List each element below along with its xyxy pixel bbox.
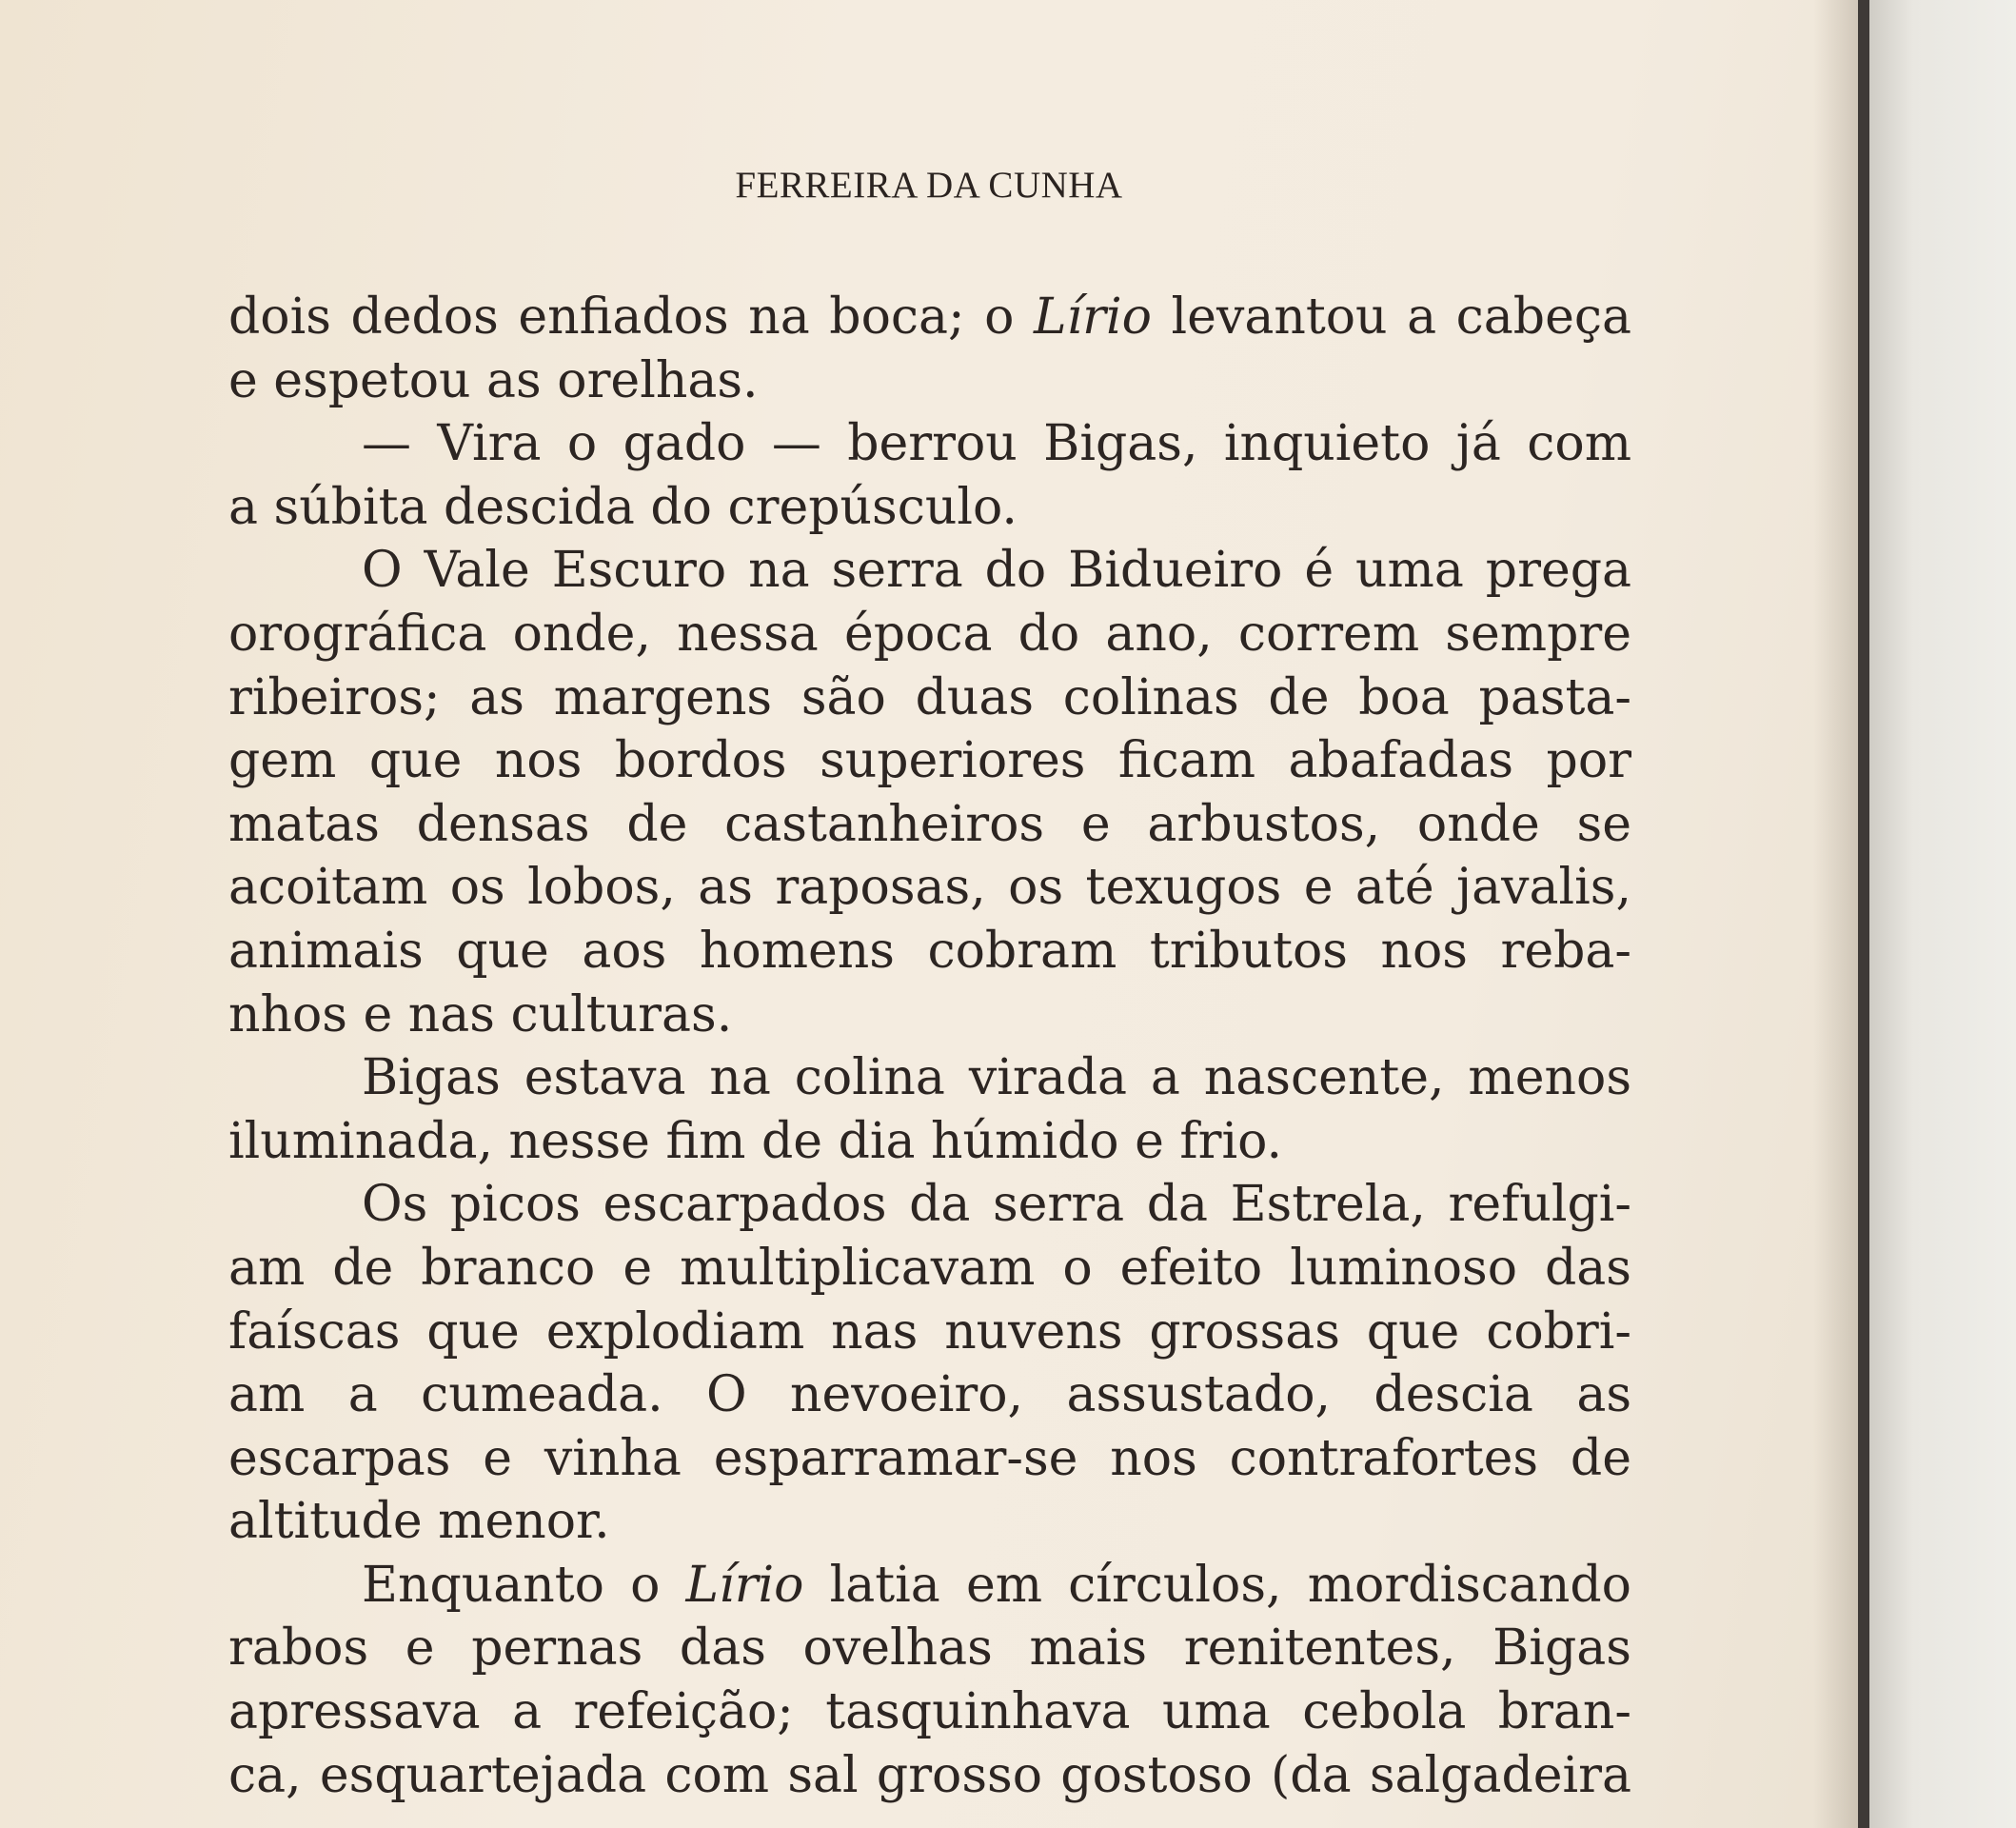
text-line: a súbita descida do crepúsculo.	[228, 478, 1018, 536]
body-text	[228, 286, 1631, 1807]
text-line: am a cumeada. O nevoeiro, assustado, descia as	[228, 1366, 1631, 1424]
text-line: animais que aos homens cobram tributos nos reba-	[228, 922, 1631, 980]
text-line: ca, esquartejada com sal grosso gostoso (da salgadeira	[228, 1746, 1631, 1804]
text-line: dois dedos enfiados na boca; o Lírio levantou a cabeça	[228, 288, 1631, 346]
text-line: escarpas e vinha esparramar-se nos contrafortes de	[228, 1429, 1631, 1487]
running-head: FERREIRA DA CUNHA	[735, 165, 1123, 206]
text-line: altitude menor.	[228, 1493, 610, 1551]
text-line: Bigas estava na colina virada a nascente, menos	[362, 1049, 1631, 1107]
adjacent-page-edge	[1869, 0, 2016, 1828]
text-line: O Vale Escuro na serra do Bidueiro é uma prega	[362, 542, 1631, 600]
text-line: ribeiros; as margens são duas colinas de boa pasta-	[228, 668, 1631, 726]
text-line: iluminada, nesse fim de dia húmido e frio.	[228, 1112, 1283, 1170]
text-line: gem que nos bordos superiores ficam abafadas por	[228, 732, 1631, 790]
text-line: nhos e nas culturas.	[228, 985, 733, 1043]
book-spine	[1858, 0, 1869, 1828]
text-line: matas densas de castanheiros e arbustos, onde se	[228, 795, 1631, 853]
text-line: faíscas que explodiam nas nuvens grossas que cobri-	[228, 1302, 1631, 1361]
text-line: acoitam os lobos, as raposas, os texugos e até javalis,	[228, 859, 1631, 917]
text-line: Os picos escarpados da serra da Estrela, refulgi-	[362, 1176, 1631, 1234]
text-line: rabos e pernas das ovelhas mais renitentes, Bigas	[228, 1619, 1631, 1678]
page-gutter-shadow	[1813, 0, 1858, 1828]
text-line: Enquanto o Lírio latia em círculos, mordiscando	[362, 1556, 1631, 1614]
text-line: am de branco e multiplicavam o efeito luminoso das	[228, 1239, 1631, 1297]
text-line: — Vira o gado — berrou Bigas, inquieto já com	[362, 415, 1631, 473]
text-line: e espetou as orelhas.	[228, 351, 759, 409]
text-line: orográfica onde, nessa época do ano, correm sempre	[228, 605, 1631, 663]
text-line: apressava a refeição; tasquinhava uma cebola bran-	[228, 1683, 1631, 1741]
